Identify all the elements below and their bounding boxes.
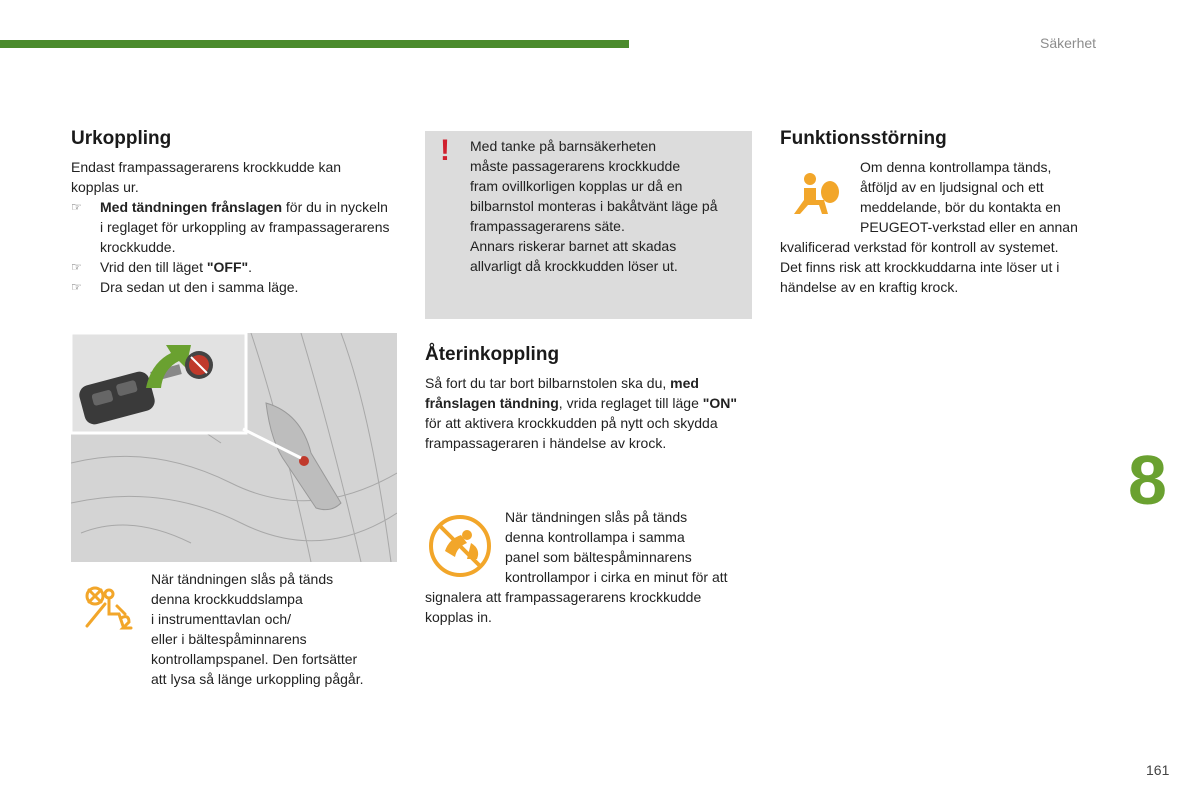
list-item: ☞ Dra sedan ut den i samma läge. [71,279,299,295]
airbag-passenger-off-icon [79,584,133,632]
section-label: Säkerhet [1040,35,1097,51]
airbag-fault-icon [792,170,842,218]
lamp-middle-text: När tändningen slås på tänds denna kontrollampa i samma panel som bältespåminnarens kontrollampor i cirka en minut för att [505,509,728,585]
urkoppling-title: Urkoppling [71,128,172,149]
warning-exclamation-icon: ! [440,134,450,167]
funktion-text-tail: kvalificerad verkstad för kontroll av systemet. Det finns risk att krockkuddarna inte löser ut i händelse av en kraftig krock. [780,239,1060,295]
airbag-switch-illustration [71,333,397,562]
aterinkoppling-title: Återinkoppling [425,344,560,365]
airbag-passenger-on-icon [427,513,493,579]
chapter-number: 8 [1128,441,1167,519]
urkoppling-steps [71,197,391,297]
lamp-middle-text-tail: signalera att frampassagerarens krockkudde kopplas in. [425,589,702,625]
funktion-title: Funktionsstörning [780,128,947,149]
funktion-text: Om denna kontrollampa tänds, åtföljd av en ljudsignal och ett meddelande, bör du kontakta en PEUGEOT-verkstad eller en annan [860,159,1078,235]
aterinkoppling-text: Så fort du tar bort bilbarnstolen ska du, med frånslagen tändning, vrida reglaget till läge "ON" för att aktivera krockkudden på nytt och skydda frampassageraren i händelse av krock. [425,375,738,451]
lamp-left-text: När tändningen slås på tänds denna krockkuddslampa i instrumenttavlan och/ eller i bältespåminnarens kontrollampspanel. Den fortsätter att lysa så länge urkoppling pågår. [151,571,364,687]
warning-text: Med tanke på barnsäkerheten måste passagerarens krockkudde fram ovillkorligen kopplas ur då en bilbarnstol monteras i bakåtvänt läge på frampassagerarens säte. Annars riskerar barnet att skadas allvarligt då krockkudden löser ut. [470,138,718,274]
list-item: ☞ Med tändningen frånslagen för du in nyckeln i reglaget för urkoppling av frampassagerarens krockkudde. [71,199,390,255]
header-green-bar [0,40,629,48]
list-item: ☞ Vrid den till läget "OFF". [71,259,253,275]
page-number: 161 [1146,762,1170,778]
urkoppling-intro: Endast frampassagerarens krockkudde kan kopplas ur. [71,159,342,195]
urkoppling-text [71,157,391,297]
